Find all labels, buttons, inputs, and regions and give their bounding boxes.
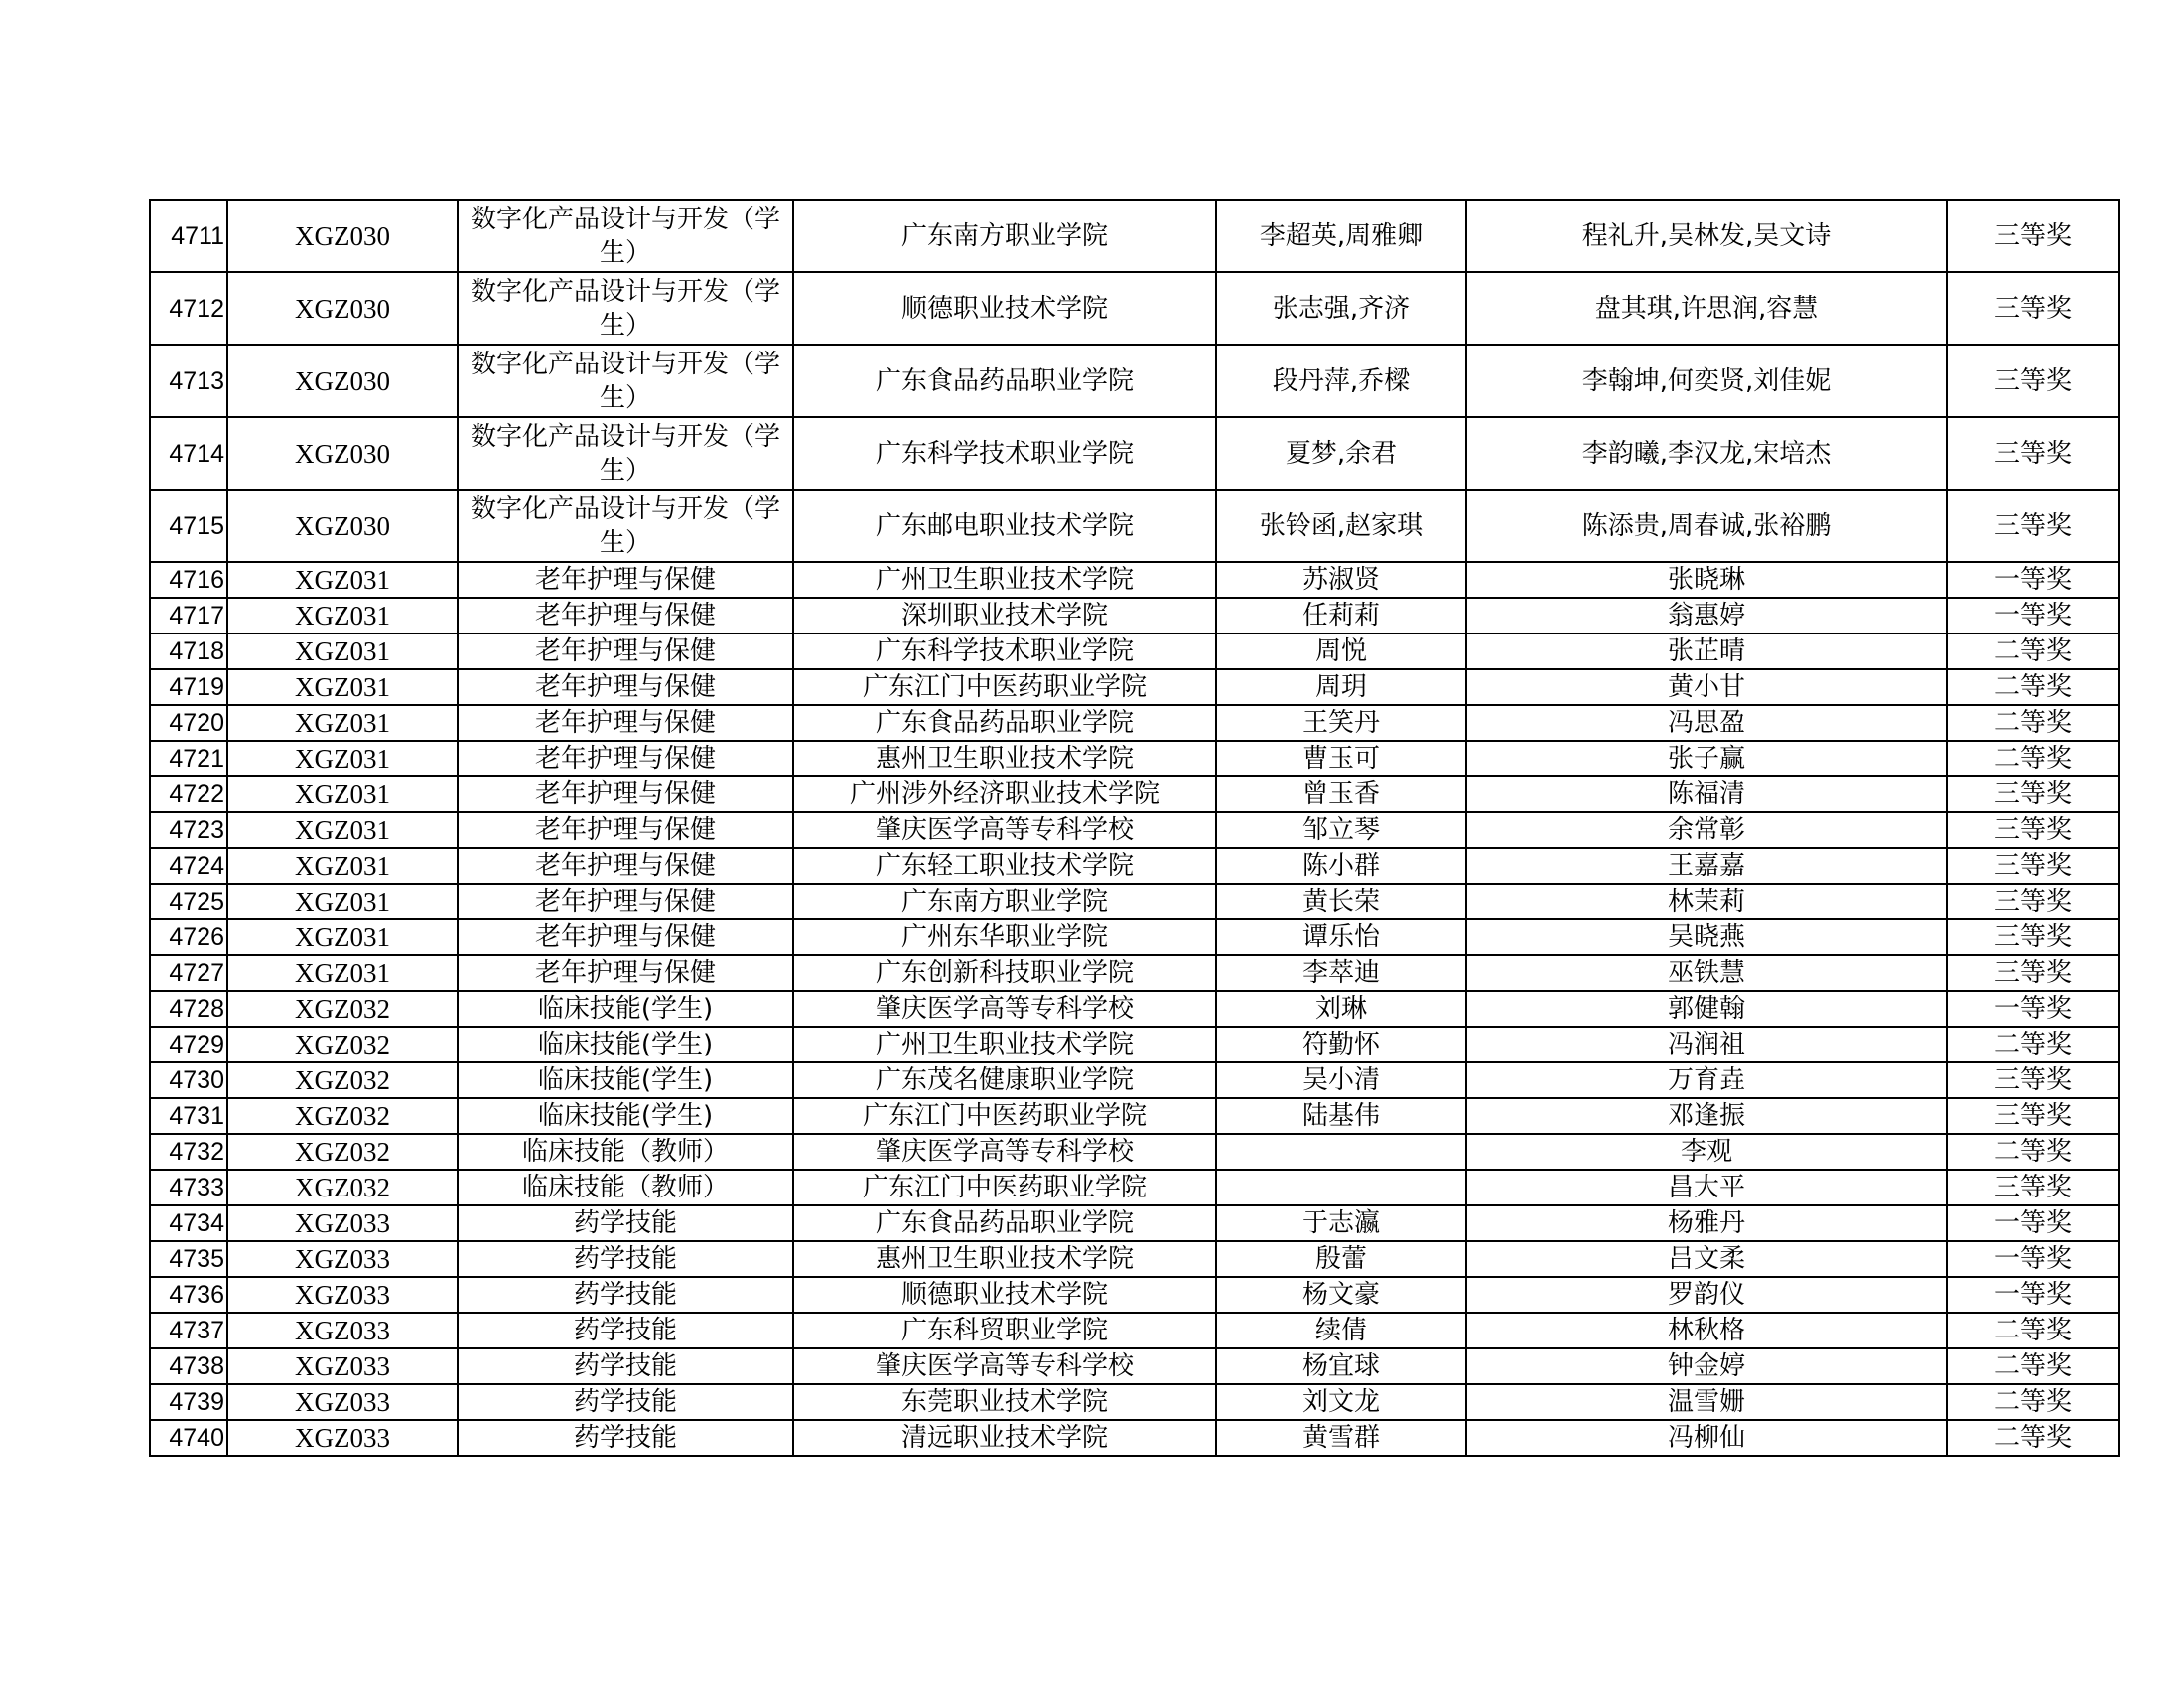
cell-event-code: XGZ032	[227, 1134, 458, 1170]
table-row	[150, 848, 2119, 884]
cell-school: 广东江门中医药职业学院	[793, 669, 1216, 705]
cell-participants: 余常彰	[1466, 812, 1947, 848]
cell-entry-number: 4711	[150, 200, 227, 272]
cell-entry-number: 4731	[150, 1098, 227, 1134]
cell-participants: 昌大平	[1466, 1170, 1947, 1205]
cell-participants: 李韵曦,李汉龙,宋培杰	[1466, 417, 1947, 490]
table-row	[150, 633, 2119, 669]
cell-event-code: XGZ031	[227, 669, 458, 705]
cell-event-name: 数字化产品设计与开发（学生）	[458, 490, 793, 562]
cell-advisors	[1216, 1134, 1466, 1170]
cell-event-code: XGZ032	[227, 1098, 458, 1134]
cell-award: 三等奖	[1947, 884, 2119, 919]
table-row	[150, 1134, 2119, 1170]
table-row	[150, 562, 2119, 598]
cell-event-code: XGZ032	[227, 1170, 458, 1205]
cell-event-name: 数字化产品设计与开发（学生）	[458, 200, 793, 272]
table-row	[150, 741, 2119, 776]
cell-school: 广东食品药品职业学院	[793, 705, 1216, 741]
cell-entry-number: 4728	[150, 991, 227, 1027]
table-row	[150, 1277, 2119, 1313]
table-row	[150, 812, 2119, 848]
cell-advisors: 李萃迪	[1216, 955, 1466, 991]
table-row	[150, 1348, 2119, 1384]
cell-event-code: XGZ030	[227, 345, 458, 417]
cell-advisors: 任莉莉	[1216, 598, 1466, 633]
cell-school: 广东食品药品职业学院	[793, 345, 1216, 417]
cell-event-name: 老年护理与保健	[458, 776, 793, 812]
cell-advisors: 夏梦,余君	[1216, 417, 1466, 490]
cell-participants: 冯润祖	[1466, 1027, 1947, 1062]
cell-entry-number: 4719	[150, 669, 227, 705]
cell-entry-number: 4738	[150, 1348, 227, 1384]
cell-event-code: XGZ030	[227, 200, 458, 272]
table-row	[150, 345, 2119, 417]
cell-event-name: 药学技能	[458, 1205, 793, 1241]
cell-entry-number: 4725	[150, 884, 227, 919]
cell-advisors: 谭乐怡	[1216, 919, 1466, 955]
table-row	[150, 919, 2119, 955]
cell-event-code: XGZ031	[227, 633, 458, 669]
cell-school: 惠州卫生职业技术学院	[793, 741, 1216, 776]
table-row	[150, 705, 2119, 741]
cell-event-name: 药学技能	[458, 1420, 793, 1456]
cell-award: 三等奖	[1947, 955, 2119, 991]
cell-school: 深圳职业技术学院	[793, 598, 1216, 633]
table-row	[150, 200, 2119, 272]
table-row	[150, 1027, 2119, 1062]
award-table-body	[150, 200, 2119, 1456]
cell-school: 广州涉外经济职业技术学院	[793, 776, 1216, 812]
cell-award: 三等奖	[1947, 1098, 2119, 1134]
cell-award: 三等奖	[1947, 1062, 2119, 1098]
cell-advisors: 杨宜球	[1216, 1348, 1466, 1384]
cell-advisors: 邹立琴	[1216, 812, 1466, 848]
cell-event-name: 药学技能	[458, 1384, 793, 1420]
cell-advisors: 周玥	[1216, 669, 1466, 705]
cell-participants: 张子赢	[1466, 741, 1947, 776]
cell-school: 广东科学技术职业学院	[793, 417, 1216, 490]
cell-event-name: 老年护理与保健	[458, 633, 793, 669]
cell-event-name: 临床技能(学生)	[458, 1098, 793, 1134]
cell-event-code: XGZ033	[227, 1277, 458, 1313]
cell-entry-number: 4721	[150, 741, 227, 776]
cell-event-code: XGZ032	[227, 1062, 458, 1098]
cell-participants: 杨雅丹	[1466, 1205, 1947, 1241]
cell-event-code: XGZ032	[227, 991, 458, 1027]
cell-advisors: 张志强,齐济	[1216, 272, 1466, 345]
cell-advisors: 陈小群	[1216, 848, 1466, 884]
cell-event-name: 临床技能(学生)	[458, 1062, 793, 1098]
cell-participants: 张晓琳	[1466, 562, 1947, 598]
cell-advisors: 张铃函,赵家琪	[1216, 490, 1466, 562]
cell-award: 二等奖	[1947, 1348, 2119, 1384]
cell-entry-number: 4729	[150, 1027, 227, 1062]
cell-participants: 罗韵仪	[1466, 1277, 1947, 1313]
cell-entry-number: 4739	[150, 1384, 227, 1420]
cell-award: 三等奖	[1947, 919, 2119, 955]
cell-event-code: XGZ031	[227, 955, 458, 991]
cell-school: 广东南方职业学院	[793, 884, 1216, 919]
cell-advisors: 曹玉可	[1216, 741, 1466, 776]
cell-school: 顺德职业技术学院	[793, 1277, 1216, 1313]
table-row	[150, 1170, 2119, 1205]
cell-award: 二等奖	[1947, 1134, 2119, 1170]
cell-school: 广东江门中医药职业学院	[793, 1170, 1216, 1205]
cell-event-name: 老年护理与保健	[458, 598, 793, 633]
cell-event-name: 老年护理与保健	[458, 705, 793, 741]
cell-event-name: 老年护理与保健	[458, 741, 793, 776]
cell-event-name: 老年护理与保健	[458, 562, 793, 598]
cell-event-name: 老年护理与保健	[458, 919, 793, 955]
table-row	[150, 884, 2119, 919]
cell-event-code: XGZ030	[227, 417, 458, 490]
cell-advisors: 吴小清	[1216, 1062, 1466, 1098]
cell-entry-number: 4726	[150, 919, 227, 955]
cell-award: 一等奖	[1947, 562, 2119, 598]
cell-school: 肇庆医学高等专科学校	[793, 812, 1216, 848]
cell-school: 肇庆医学高等专科学校	[793, 991, 1216, 1027]
table-row	[150, 1384, 2119, 1420]
cell-entry-number: 4722	[150, 776, 227, 812]
cell-participants: 巫铁慧	[1466, 955, 1947, 991]
cell-event-code: XGZ033	[227, 1420, 458, 1456]
cell-participants: 林茉莉	[1466, 884, 1947, 919]
cell-event-name: 数字化产品设计与开发（学生）	[458, 272, 793, 345]
cell-event-code: XGZ033	[227, 1241, 458, 1277]
cell-entry-number: 4720	[150, 705, 227, 741]
cell-event-name: 老年护理与保健	[458, 955, 793, 991]
table-row	[150, 955, 2119, 991]
cell-school: 广州东华职业学院	[793, 919, 1216, 955]
cell-school: 广东南方职业学院	[793, 200, 1216, 272]
cell-participants: 邓逢振	[1466, 1098, 1947, 1134]
cell-participants: 吴晓燕	[1466, 919, 1947, 955]
cell-event-code: XGZ030	[227, 272, 458, 345]
cell-event-name: 数字化产品设计与开发（学生）	[458, 417, 793, 490]
cell-advisors: 刘琳	[1216, 991, 1466, 1027]
cell-advisors: 苏淑贤	[1216, 562, 1466, 598]
cell-award: 二等奖	[1947, 1384, 2119, 1420]
cell-award: 三等奖	[1947, 200, 2119, 272]
cell-event-name: 药学技能	[458, 1313, 793, 1348]
cell-award: 一等奖	[1947, 1205, 2119, 1241]
cell-event-name: 老年护理与保健	[458, 884, 793, 919]
cell-event-code: XGZ033	[227, 1384, 458, 1420]
award-list-sheet	[149, 199, 2072, 1457]
cell-entry-number: 4717	[150, 598, 227, 633]
table-row	[150, 1420, 2119, 1456]
cell-event-name: 临床技能(学生)	[458, 1027, 793, 1062]
cell-award: 二等奖	[1947, 1313, 2119, 1348]
table-row	[150, 1205, 2119, 1241]
cell-school: 广州卫生职业技术学院	[793, 562, 1216, 598]
cell-event-name: 数字化产品设计与开发（学生）	[458, 345, 793, 417]
table-row	[150, 1241, 2119, 1277]
cell-entry-number: 4716	[150, 562, 227, 598]
cell-award: 三等奖	[1947, 417, 2119, 490]
cell-award: 一等奖	[1947, 1277, 2119, 1313]
cell-event-code: XGZ032	[227, 1027, 458, 1062]
cell-advisors: 符勤怀	[1216, 1027, 1466, 1062]
cell-event-code: XGZ031	[227, 598, 458, 633]
cell-event-name: 药学技能	[458, 1277, 793, 1313]
cell-award: 三等奖	[1947, 1170, 2119, 1205]
cell-event-code: XGZ030	[227, 490, 458, 562]
cell-participants: 钟金婷	[1466, 1348, 1947, 1384]
cell-event-name: 药学技能	[458, 1348, 793, 1384]
cell-entry-number: 4735	[150, 1241, 227, 1277]
cell-event-code: XGZ031	[227, 919, 458, 955]
cell-award: 二等奖	[1947, 705, 2119, 741]
cell-school: 广东茂名健康职业学院	[793, 1062, 1216, 1098]
cell-advisors: 李超英,周雅卿	[1216, 200, 1466, 272]
cell-participants: 李翰坤,何奕贤,刘佳妮	[1466, 345, 1947, 417]
cell-advisors: 刘文龙	[1216, 1384, 1466, 1420]
cell-entry-number: 4724	[150, 848, 227, 884]
cell-award: 三等奖	[1947, 345, 2119, 417]
cell-participants: 吕文柔	[1466, 1241, 1947, 1277]
cell-school: 广东江门中医药职业学院	[793, 1098, 1216, 1134]
cell-event-name: 临床技能(学生)	[458, 991, 793, 1027]
cell-award: 三等奖	[1947, 776, 2119, 812]
cell-participants: 程礼升,吴林发,吴文诗	[1466, 200, 1947, 272]
cell-entry-number: 4740	[150, 1420, 227, 1456]
cell-entry-number: 4712	[150, 272, 227, 345]
table-row	[150, 776, 2119, 812]
cell-event-name: 老年护理与保健	[458, 848, 793, 884]
cell-advisors: 段丹萍,乔樑	[1216, 345, 1466, 417]
cell-advisors: 周悦	[1216, 633, 1466, 669]
cell-entry-number: 4715	[150, 490, 227, 562]
cell-award: 二等奖	[1947, 669, 2119, 705]
cell-participants: 盘其琪,许思润,容慧	[1466, 272, 1947, 345]
table-row	[150, 1098, 2119, 1134]
cell-entry-number: 4714	[150, 417, 227, 490]
cell-entry-number: 4723	[150, 812, 227, 848]
table-row	[150, 598, 2119, 633]
cell-event-name: 临床技能（教师）	[458, 1134, 793, 1170]
cell-participants: 黄小甘	[1466, 669, 1947, 705]
cell-school: 肇庆医学高等专科学校	[793, 1134, 1216, 1170]
cell-school: 广东食品药品职业学院	[793, 1205, 1216, 1241]
cell-award: 一等奖	[1947, 1241, 2119, 1277]
cell-event-code: XGZ031	[227, 812, 458, 848]
cell-event-code: XGZ033	[227, 1348, 458, 1384]
cell-entry-number: 4718	[150, 633, 227, 669]
cell-school: 广东邮电职业技术学院	[793, 490, 1216, 562]
cell-award: 三等奖	[1947, 812, 2119, 848]
table-row	[150, 1062, 2119, 1098]
cell-event-name: 老年护理与保健	[458, 669, 793, 705]
cell-event-name: 老年护理与保健	[458, 812, 793, 848]
cell-advisors: 殷蕾	[1216, 1241, 1466, 1277]
table-row	[150, 490, 2119, 562]
cell-entry-number: 4727	[150, 955, 227, 991]
cell-award: 二等奖	[1947, 1420, 2119, 1456]
cell-event-code: XGZ031	[227, 741, 458, 776]
cell-participants: 林秋格	[1466, 1313, 1947, 1348]
cell-participants: 陈添贵,周春诚,张裕鹏	[1466, 490, 1947, 562]
cell-award: 一等奖	[1947, 991, 2119, 1027]
cell-participants: 陈福清	[1466, 776, 1947, 812]
cell-advisors: 黄雪群	[1216, 1420, 1466, 1456]
cell-advisors: 杨文豪	[1216, 1277, 1466, 1313]
cell-school: 广东科贸职业学院	[793, 1313, 1216, 1348]
cell-event-code: XGZ033	[227, 1205, 458, 1241]
cell-award: 一等奖	[1947, 598, 2119, 633]
cell-participants: 冯柳仙	[1466, 1420, 1947, 1456]
cell-participants: 郭健翰	[1466, 991, 1947, 1027]
cell-school: 广东科学技术职业学院	[793, 633, 1216, 669]
cell-advisors: 续倩	[1216, 1313, 1466, 1348]
award-table	[149, 199, 2120, 1457]
cell-event-code: XGZ031	[227, 705, 458, 741]
cell-advisors: 于志瀛	[1216, 1205, 1466, 1241]
cell-entry-number: 4734	[150, 1205, 227, 1241]
cell-school: 广东创新科技职业学院	[793, 955, 1216, 991]
cell-entry-number: 4736	[150, 1277, 227, 1313]
table-row	[150, 1313, 2119, 1348]
cell-participants: 翁惠婷	[1466, 598, 1947, 633]
cell-advisors: 黄长荣	[1216, 884, 1466, 919]
cell-school: 清远职业技术学院	[793, 1420, 1216, 1456]
cell-school: 广州卫生职业技术学院	[793, 1027, 1216, 1062]
cell-event-code: XGZ031	[227, 776, 458, 812]
cell-participants: 万育垚	[1466, 1062, 1947, 1098]
cell-award: 三等奖	[1947, 848, 2119, 884]
cell-school: 东莞职业技术学院	[793, 1384, 1216, 1420]
table-row	[150, 417, 2119, 490]
cell-entry-number: 4737	[150, 1313, 227, 1348]
cell-event-name: 临床技能（教师）	[458, 1170, 793, 1205]
cell-event-code: XGZ033	[227, 1313, 458, 1348]
cell-school: 顺德职业技术学院	[793, 272, 1216, 345]
cell-award: 二等奖	[1947, 1027, 2119, 1062]
cell-event-code: XGZ031	[227, 884, 458, 919]
table-row	[150, 991, 2119, 1027]
cell-advisors: 曾玉香	[1216, 776, 1466, 812]
cell-award: 二等奖	[1947, 741, 2119, 776]
cell-entry-number: 4732	[150, 1134, 227, 1170]
cell-school: 惠州卫生职业技术学院	[793, 1241, 1216, 1277]
table-row	[150, 272, 2119, 345]
cell-participants: 李观	[1466, 1134, 1947, 1170]
cell-event-code: XGZ031	[227, 848, 458, 884]
cell-award: 二等奖	[1947, 633, 2119, 669]
cell-participants: 王嘉嘉	[1466, 848, 1947, 884]
cell-school: 肇庆医学高等专科学校	[793, 1348, 1216, 1384]
cell-entry-number: 4713	[150, 345, 227, 417]
cell-participants: 张芷晴	[1466, 633, 1947, 669]
cell-participants: 温雪姗	[1466, 1384, 1947, 1420]
table-row	[150, 669, 2119, 705]
cell-entry-number: 4733	[150, 1170, 227, 1205]
cell-award: 三等奖	[1947, 272, 2119, 345]
cell-event-code: XGZ031	[227, 562, 458, 598]
cell-award: 三等奖	[1947, 490, 2119, 562]
cell-school: 广东轻工职业技术学院	[793, 848, 1216, 884]
cell-participants: 冯思盈	[1466, 705, 1947, 741]
cell-entry-number: 4730	[150, 1062, 227, 1098]
cell-advisors: 陆基伟	[1216, 1098, 1466, 1134]
cell-advisors	[1216, 1170, 1466, 1205]
cell-advisors: 王笑丹	[1216, 705, 1466, 741]
cell-event-name: 药学技能	[458, 1241, 793, 1277]
